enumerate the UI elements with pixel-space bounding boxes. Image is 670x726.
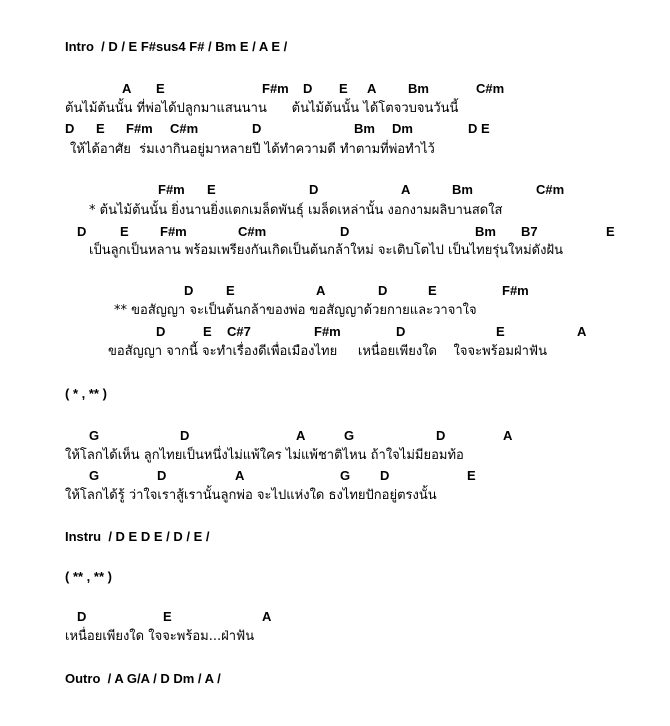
lyric-line: ขอสัญญา จากนี้ จะทำเรื่องดีเพื่อเมืองไทย เหนื่อยเพียงใด ใจจะพร้อมฝ่าฟัน — [108, 344, 548, 359]
lyric-line: ต้นไม้ต้นนั้น ที่พ่อได้ปลูกมาแสนนาน ต้นไม้ต้นนั้น ได้โตจวบจนวันนี้ — [65, 101, 459, 116]
lyric-line: ให้โลกได้รู้ ว่าใจเราสู้เรานั้นลูกพ่อ จะไปแห่งใด ธงไทยปักอยู่ตรงนั้น — [65, 488, 437, 503]
chord: D — [378, 283, 388, 298]
chord: D — [380, 468, 390, 483]
chord: G — [340, 468, 351, 483]
lyric-line: เป็นลูกเป็นหลาน พร้อมเพรียงกันเกิดเป็นต้นกล้าใหม่ จะเติบโตไป เป็นไทยรุ่นใหม่ดังฝัน — [89, 243, 563, 258]
chord: Bm — [452, 182, 473, 197]
chord: C#m — [238, 224, 267, 239]
chord: E — [226, 283, 235, 298]
chord: D — [65, 121, 75, 136]
chord: E — [207, 182, 216, 197]
chord: C#m — [170, 121, 199, 136]
chord: E — [467, 468, 476, 483]
chord: G — [89, 468, 100, 483]
chord: A — [503, 428, 513, 443]
chord: D — [156, 324, 166, 339]
chord: D — [157, 468, 167, 483]
chord: E — [96, 121, 105, 136]
chord: Bm — [408, 81, 429, 96]
chord: C#m — [536, 182, 565, 197]
lyric-line: ** ขอสัญญา จะเป็นต้นกล้าของพ่อ ขอสัญญาด้วยกายและวาจาใจ — [114, 303, 477, 318]
chord: D — [77, 224, 87, 239]
repeat-marker: ( ** , ** ) — [65, 569, 112, 584]
chord: E — [163, 609, 172, 624]
chord: E — [606, 224, 615, 239]
chord: A — [296, 428, 306, 443]
lyric-line: * ต้นไม้ต้นนั้น ยิ่งนานยิ่งแตกเมล็ดพันธุ์ เมล็ดเหล่านั้น งอกงามผลิบานสดใส — [89, 203, 503, 218]
chord: A — [577, 324, 587, 339]
chord: A — [262, 609, 272, 624]
chord: D — [252, 121, 262, 136]
chord: C#m — [476, 81, 505, 96]
chord: F#m — [314, 324, 341, 339]
chord: D — [77, 609, 87, 624]
chord: D — [303, 81, 313, 96]
chord: E — [496, 324, 505, 339]
chord: F#m — [160, 224, 187, 239]
chord: Dm — [392, 121, 413, 136]
outro-line: Outro / A G/A / D Dm / A / — [65, 671, 221, 686]
chord: D — [396, 324, 406, 339]
chord: A — [367, 81, 377, 96]
lyric-line: เหนื่อยเพียงใด ใจจะพร้อม...ฝ่าฟัน — [65, 629, 255, 644]
chord: E — [120, 224, 129, 239]
chord: A — [122, 81, 132, 96]
chord: A — [235, 468, 245, 483]
lyric-line: ให้โลกได้เห็น ลูกไทยเป็นหนึ่งไม่แพ้ใคร ไม่แพ้ชาติไหน ถ้าใจไม่มียอมท้อ — [65, 448, 464, 463]
chord: F#m — [158, 182, 185, 197]
chord: A — [401, 182, 411, 197]
chord: D — [436, 428, 446, 443]
repeat-marker: ( * , ** ) — [65, 386, 107, 401]
chord: E — [156, 81, 165, 96]
intro-line: Intro / D / E F#sus4 F# / Bm E / A E / — [65, 39, 288, 54]
chord: F#m — [126, 121, 153, 136]
chord: G — [344, 428, 355, 443]
chord: D — [184, 283, 194, 298]
chord: E — [339, 81, 348, 96]
chord: Bm — [475, 224, 496, 239]
chord: D — [309, 182, 319, 197]
chord: Bm — [354, 121, 375, 136]
chord: B7 — [521, 224, 538, 239]
chord: D — [180, 428, 190, 443]
chord: G — [89, 428, 100, 443]
chord: A — [316, 283, 326, 298]
chord: F#m — [262, 81, 289, 96]
chord: C#7 — [227, 324, 251, 339]
instru-line: Instru / D E D E / D / E / — [65, 529, 210, 544]
chord: E — [203, 324, 212, 339]
chord: D E — [468, 121, 490, 136]
chord: E — [428, 283, 437, 298]
chord: F#m — [502, 283, 529, 298]
lyric-line: ให้ได้อาศัย ร่มเงากินอยู่มาหลายปี ได้ทำความดี ทำตามที่พ่อทำไว้ — [70, 142, 435, 157]
chord: D — [340, 224, 350, 239]
